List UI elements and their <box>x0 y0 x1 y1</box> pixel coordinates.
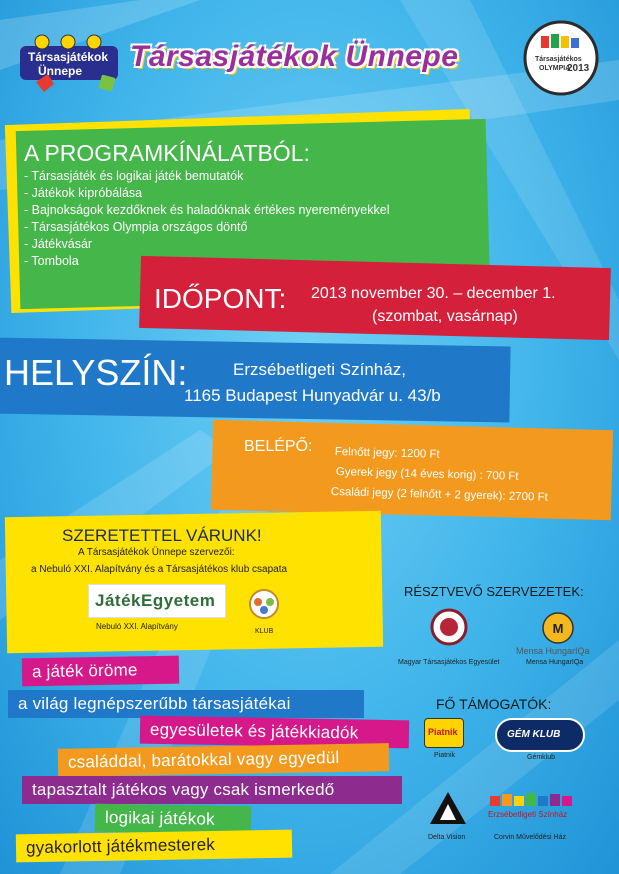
program-item: - Társasjátékos Olympia országos döntő <box>24 220 248 234</box>
tagline: logikai játékok <box>95 804 251 835</box>
mte-caption: Magyar Társasjátékos Egyesület <box>398 659 500 666</box>
mensa-logo <box>542 612 574 644</box>
program-list <box>24 168 390 270</box>
program-item: - Játékok kipróbálása <box>24 186 143 200</box>
mte-logo <box>430 608 468 646</box>
program-heading: A PROGRAMKÍNÁLATBÓL: <box>24 140 310 166</box>
tagline: családdal, barátokkal vagy egyedül <box>58 743 389 777</box>
welcome-heading: SZERETETTEL VÁRUNK! <box>62 526 262 545</box>
piatnik-caption: Piatnik <box>434 752 456 759</box>
gemklub-logo <box>495 718 585 752</box>
corvin-logo-text: Erzsébetligeti Színház <box>488 810 568 819</box>
svg-text:M: M <box>552 621 564 636</box>
gemklub-logo-text: GÉM KLUB <box>507 729 561 740</box>
deltavision-logo <box>428 790 468 826</box>
belepo-line3: Családi jegy (2 felnőtt + 2 gyerek): 2700 Ft <box>330 486 548 504</box>
program-item: - Játékvásár <box>24 237 93 251</box>
olympia-badge <box>523 20 599 96</box>
jatekegyetem-caption: Nebuló XXI. Alapítvány <box>96 622 178 631</box>
page-title: Társasjátékok Ünnepe <box>130 40 459 73</box>
sponsors-heading: FŐ TÁMOGATÓK: <box>436 696 552 712</box>
program-item: - Bajnokságok kezdőknek és haladóknak értékes nyereményekkel <box>24 203 390 217</box>
helyszin-label: HELYSZÍN: <box>4 352 188 393</box>
piatnik-logo-text: Piatnik <box>428 727 458 737</box>
piatnik-logo <box>424 718 464 748</box>
welcome-line1: A Társasjátékok Ünnepe szervezői: <box>78 547 235 558</box>
program-item: - Társasjáték és logikai játék bemutatók <box>24 169 244 183</box>
logo-line2: Ünnepe <box>38 64 83 78</box>
tagline: tapasztalt játékos vagy csak ismerkedő <box>22 776 402 804</box>
klub-caption: KLUB <box>255 628 274 635</box>
program-item: - Tombola <box>24 254 79 268</box>
helyszin-line1: Erzsébetligeti Színház, <box>233 360 406 379</box>
jatekegyetem-logo-text: JátékEgyetem <box>95 591 216 610</box>
badge-line2: OLYMPIA <box>539 65 571 72</box>
tagline: a játék öröme <box>22 656 179 687</box>
festival-logo <box>14 32 124 92</box>
partners-heading: RÉSZTVEVŐ SZERVEZETEK: <box>404 584 584 599</box>
mensa-logo-text: Mensa HungarIQa <box>516 646 590 656</box>
klub-logo <box>246 588 282 628</box>
mensa-caption: Mensa HungarIQa <box>526 659 584 666</box>
belepo-line2: Gyerek jegy (14 éves korig) : 700 Ft <box>335 466 519 483</box>
tagline: a világ legnépszerűbb társasjátékai <box>8 690 364 718</box>
helyszin-line2: 1165 Budapest Hunyadvár u. 43/b <box>184 386 441 405</box>
corvin-logo <box>488 790 584 824</box>
idopont-line2: (szombat, vasárnap) <box>372 308 518 325</box>
belepo-line1: Felnőtt jegy: 1200 Ft <box>334 446 440 461</box>
tagline: egyesületek és játékkiadók <box>140 716 409 749</box>
badge-line1: Társasjátékos <box>535 56 582 63</box>
badge-year: 2013 <box>567 63 590 74</box>
logo-line1: Társasjátékok <box>28 50 109 64</box>
tagline: gyakorlott játékmesterek <box>16 830 292 863</box>
deltavision-caption: Delta Vision <box>428 834 466 841</box>
jatekegyetem-logo <box>88 584 226 618</box>
welcome-line2: a Nebuló XXI. Alapítvány és a Társasjátékos klub csapata <box>31 564 288 575</box>
gemklub-caption: Gémklub <box>527 754 556 761</box>
idopont-line1: 2013 november 30. – december 1. <box>311 285 556 302</box>
belepo-label: BELÉPŐ: <box>244 438 313 455</box>
corvin-caption: Corvin Művelődési Ház <box>494 834 566 841</box>
idopont-label: IDŐPONT: <box>154 283 287 314</box>
